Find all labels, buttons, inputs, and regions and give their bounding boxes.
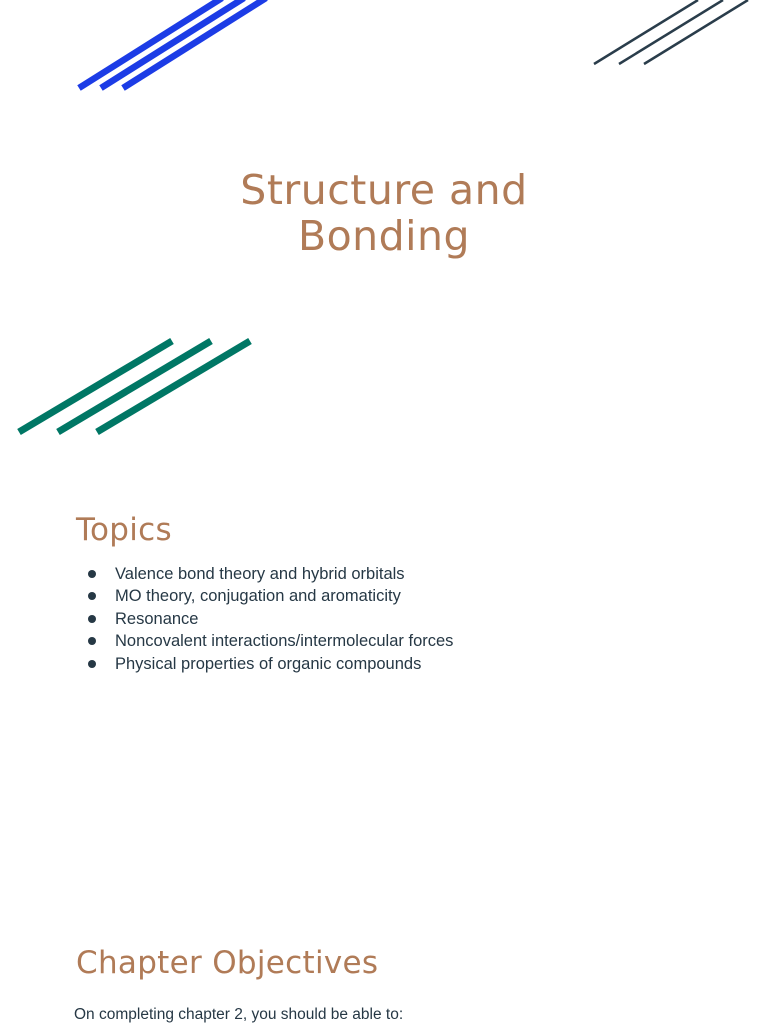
blue-stripes-decoration — [0, 0, 300, 95]
stripe-line — [594, 0, 698, 64]
topic-item — [86, 585, 453, 607]
topic-item — [86, 563, 453, 585]
bullet-icon — [88, 570, 96, 578]
topics-list — [86, 563, 453, 675]
chapter-objectives-heading: Chapter Objectives — [76, 945, 379, 981]
stripe-line — [79, 0, 222, 88]
stripe-line — [58, 341, 211, 432]
stripe-line — [19, 341, 172, 432]
slide-title — [0, 167, 768, 259]
topic-item-label: Valence bond theory and hybrid orbitals — [115, 565, 405, 583]
topic-item-label: Physical properties of organic compounds — [115, 654, 422, 673]
stripe-line — [644, 0, 748, 64]
stripe-line — [619, 0, 723, 64]
stripe-line — [101, 0, 244, 88]
topic-item — [86, 608, 453, 630]
topic-item-label: Resonance — [115, 609, 199, 628]
stripe-line — [97, 341, 250, 432]
topic-item-label: Noncovalent interactions/intermolecular forces — [115, 632, 454, 651]
topic-item — [86, 630, 453, 652]
green-stripes-decoration — [0, 335, 270, 440]
topics-heading: Topics — [76, 512, 172, 548]
bullet-icon — [88, 660, 96, 668]
objectives-intro-text: On completing chapter 2, you should be able to: — [74, 1006, 404, 1023]
bullet-icon — [88, 615, 96, 623]
topic-item-label: MO theory, conjugation and aromaticity — [115, 587, 401, 606]
slide-title-line-2: Bonding — [297, 212, 471, 260]
bullet-icon — [88, 592, 96, 600]
navy-stripes-decoration — [580, 0, 768, 70]
slide-title-line-1: Structure and — [240, 166, 528, 214]
bullet-icon — [88, 637, 96, 645]
topic-item — [86, 653, 453, 675]
